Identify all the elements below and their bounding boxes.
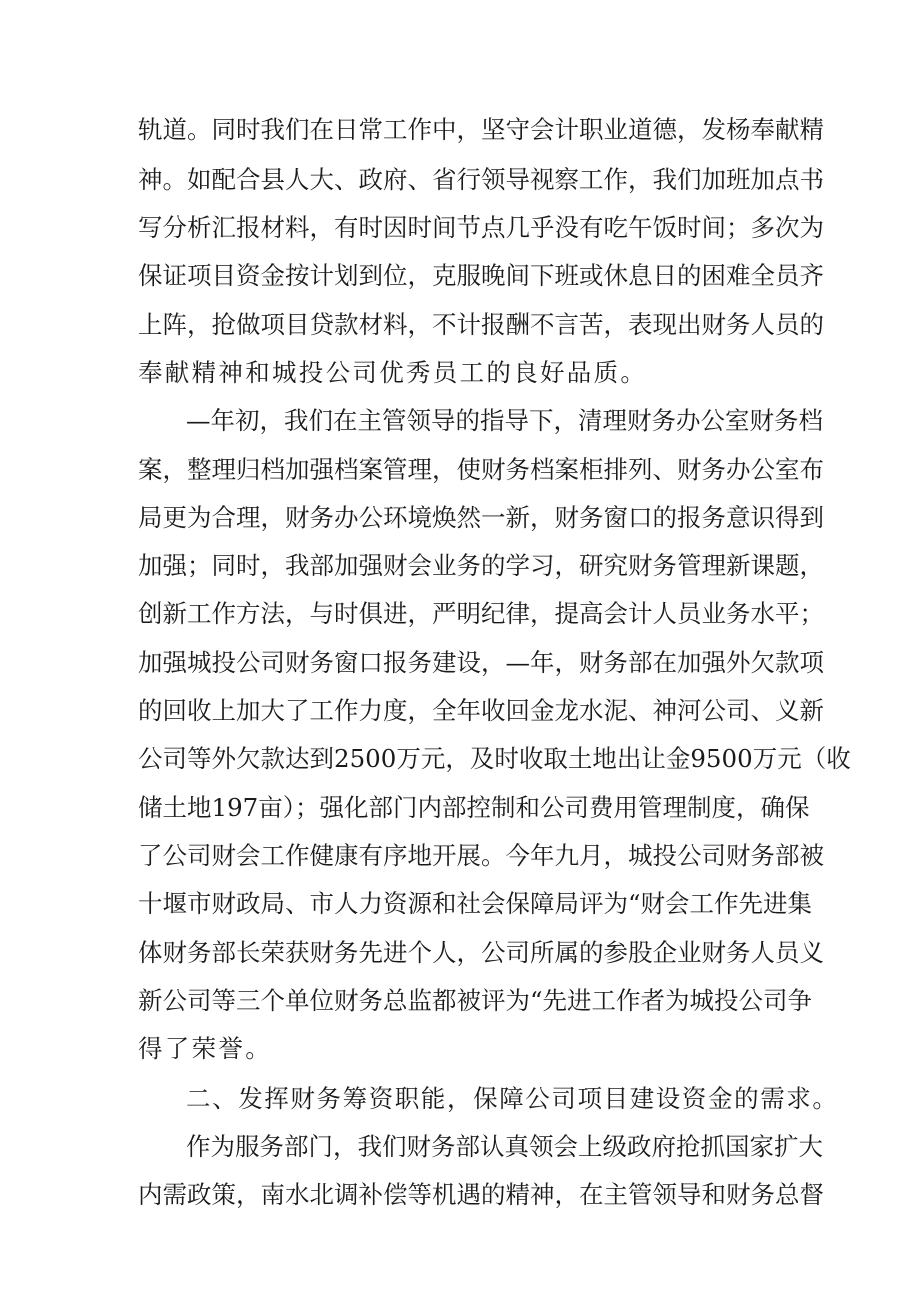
text-line: 十堰市财政局、市人力资源和社会保障局评为“财会工作先进集 (138, 889, 813, 918)
text-line: 加强；同时，我部加强财会业务的学习，研究财务管理新课题， (138, 551, 824, 580)
text-line: 了公司财会工作健康有序地开展。今年九月，城投公司财务部被 (138, 841, 824, 870)
paragraph-first-line: —年初，我们在主管领导的指导下，清理财务办公室财务档 (186, 406, 823, 435)
text-line: 奉献精神和城投公司优秀员工的良好品质。 (138, 358, 648, 387)
paragraph-first-line: 作为服务部门，我们财务部认真领会上级政府抢抓国家扩大 (186, 1132, 823, 1161)
text-line: 内需政策，南水北调补偿等机遇的精神，在主管领导和财务总督 (138, 1180, 824, 1209)
text-line: 案，整理归档加强档案管理，使财务档案柜排列、财务办公室布 (138, 455, 824, 484)
text-line: 得了荣誉。 (138, 1034, 272, 1063)
text-line: 的回收上加大了工作力度，全年收回金龙水泥、神河公司、义新 (138, 696, 824, 725)
text-line: 储土地197亩）；强化部门内部控制和公司费用管理制度，确保 (138, 793, 810, 822)
text-line: 体财务部长荣获财务先进个人，公司所属的参股企业财务人员义 (138, 938, 824, 967)
text-line: 保证项目资金按计划到位，克服晚间下班或休息日的困难全员齐 (138, 261, 824, 290)
text-line: 轨道。同时我们在日常工作中，坚守会计职业道德，发杨奉献精 (138, 115, 824, 144)
text-line: 创新工作方法，与时俱进，严明纪律，提高会计人员业务水平； (138, 599, 824, 628)
text-line: 新公司等三个单位财务总监都被评为“先进工作者为城投公司争 (138, 986, 813, 1015)
text-line: 神。如配合县人大、政府、省行领导视察工作，我们加班加点书 (138, 165, 824, 194)
text-line: 局更为合理，财务办公环境焕然一新，财务窗口的报务意识得到 (138, 503, 824, 532)
text-line: 上阵，抢做项目贷款材料，不计报酬不言苦，表现出财务人员的 (138, 310, 824, 339)
text-line: 写分析汇报材料，有时因时间节点几乎没有吃午饭时间；多次为 (138, 213, 824, 242)
section-heading: 二、发挥财务筹资职能，保障公司项目建设资金的需求。 (186, 1084, 839, 1113)
text-line: 公司等外欠款达到2500万元，及时收取土地出让金9500万元（收 (138, 744, 851, 773)
text-line: 加强城投公司财务窗口报务建设，—年，财务部在加强外欠款项 (138, 648, 824, 677)
